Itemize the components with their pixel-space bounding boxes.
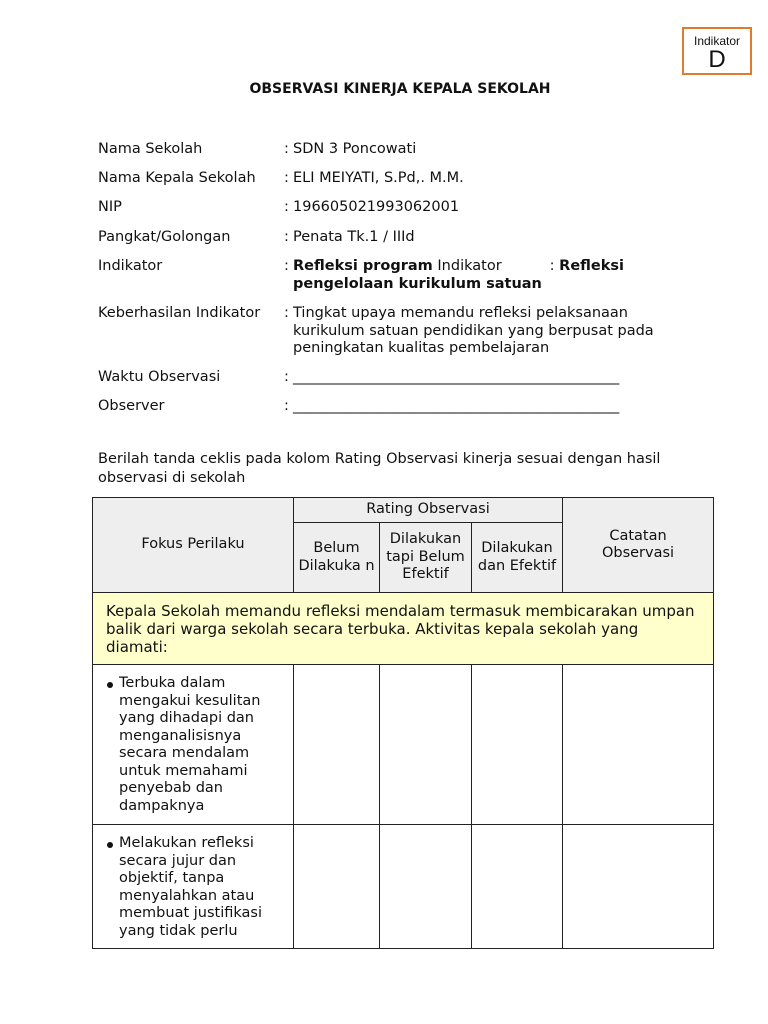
colon: : (284, 305, 289, 321)
badge-letter: D (708, 46, 726, 73)
colon: : (284, 199, 289, 215)
behavior-cell (93, 825, 294, 949)
col-belum-dilakukan: Belum Dilakuka n (294, 523, 380, 593)
nama-sekolah-value: SDN 3 Poncowati (293, 141, 417, 157)
waktu-label: Waktu Observasi (98, 369, 221, 385)
table-row (93, 665, 714, 825)
rating-cell-efektif[interactable] (472, 665, 563, 825)
rating-cell-tapi[interactable] (380, 825, 472, 949)
keberhasilan-label: Keberhasilan Indikator (98, 305, 261, 321)
rating-cell-belum[interactable] (294, 665, 380, 825)
indikator-value (293, 258, 624, 293)
behavior-text: Melakukan refleksi secara jujur dan objektif, tanpa menyalahkan atau membuat justifikasi yang tidak perlu (119, 835, 262, 939)
nama-kepala-value: ELI MEIYATI, S.Pd,. M.M. (293, 170, 464, 186)
rating-cell-tapi[interactable] (380, 665, 472, 825)
rating-cell-efektif[interactable] (472, 825, 563, 949)
colon: : (284, 369, 289, 385)
focus-description: Kepala Sekolah memandu refleksi mendalam termasuk membicarakan umpan balik dari warga sekolah secara terbuka. Aktivitas kepala sekolah yang diamati: (93, 593, 714, 665)
catatan-cell[interactable] (563, 825, 714, 949)
colon: : (284, 170, 289, 186)
rating-cell-belum[interactable] (294, 825, 380, 949)
keberhasilan-value: Tingkat upaya memandu refleksi pelaksanaan kurikulum satuan pendidikan yang berpusat pada peningkatan kualitas pembelajaran (293, 305, 654, 356)
rating-observasi-header: Rating Observasi (294, 498, 563, 523)
fokus-perilaku-header: Fokus Perilaku (93, 498, 294, 593)
colon: : (284, 398, 289, 414)
colon: : (284, 258, 289, 274)
indikator-badge (682, 27, 752, 75)
indikator-colon-2: : (549, 258, 560, 274)
behavior-cell (93, 665, 294, 825)
pangkat-value: Penata Tk.1 / IIId (293, 229, 415, 245)
nama-kepala-label: Nama Kepala Sekolah (98, 170, 256, 186)
page-title: OBSERVASI KINERJA KEPALA SEKOLAH (249, 81, 551, 97)
nama-sekolah-label: Nama Sekolah (98, 141, 203, 157)
indikator-refleksi: Refleksi (559, 258, 624, 274)
col-dilakukan-dan-efektif: Dilakukan dan Efektif (472, 523, 563, 593)
nip-label: NIP (98, 199, 122, 215)
col-dilakukan-tapi-belum-efektif: Dilakukan tapi Belum Efektif (380, 523, 472, 593)
indikator-mid: Indikator (432, 258, 502, 274)
bullet-icon (107, 682, 113, 688)
pangkat-label: Pangkat/Golongan (98, 229, 231, 245)
waktu-blank[interactable]: _____________________________________________ (293, 369, 620, 385)
table-row (93, 825, 714, 949)
indikator-label: Indikator (98, 258, 163, 274)
catatan-cell[interactable] (563, 665, 714, 825)
catatan-observasi-header: Catatan Observasi (563, 498, 714, 593)
observer-blank[interactable]: _____________________________________________ (293, 398, 620, 414)
indikator-pengelolaan: pengelolaan kurikulum satuan (293, 275, 542, 292)
behavior-text: Terbuka dalam mengakui kesulitan yang dihadapi dan menganalisisnya secara mendalam untuk memahami penyebab dan dampaknya (119, 675, 261, 814)
observer-label: Observer (98, 398, 165, 414)
bullet-icon (107, 842, 113, 848)
badge-label: Indikator (693, 34, 741, 48)
instruction-text: Berilah tanda ceklis pada kolom Rating Observasi kinerja sesuai dengan hasil observasi di sekolah (98, 451, 661, 486)
indikator-program: Refleksi program (293, 258, 433, 274)
colon: : (284, 141, 289, 157)
colon: : (284, 229, 289, 245)
nip-value: 196605021993062001 (293, 199, 460, 215)
observation-table (92, 497, 714, 949)
